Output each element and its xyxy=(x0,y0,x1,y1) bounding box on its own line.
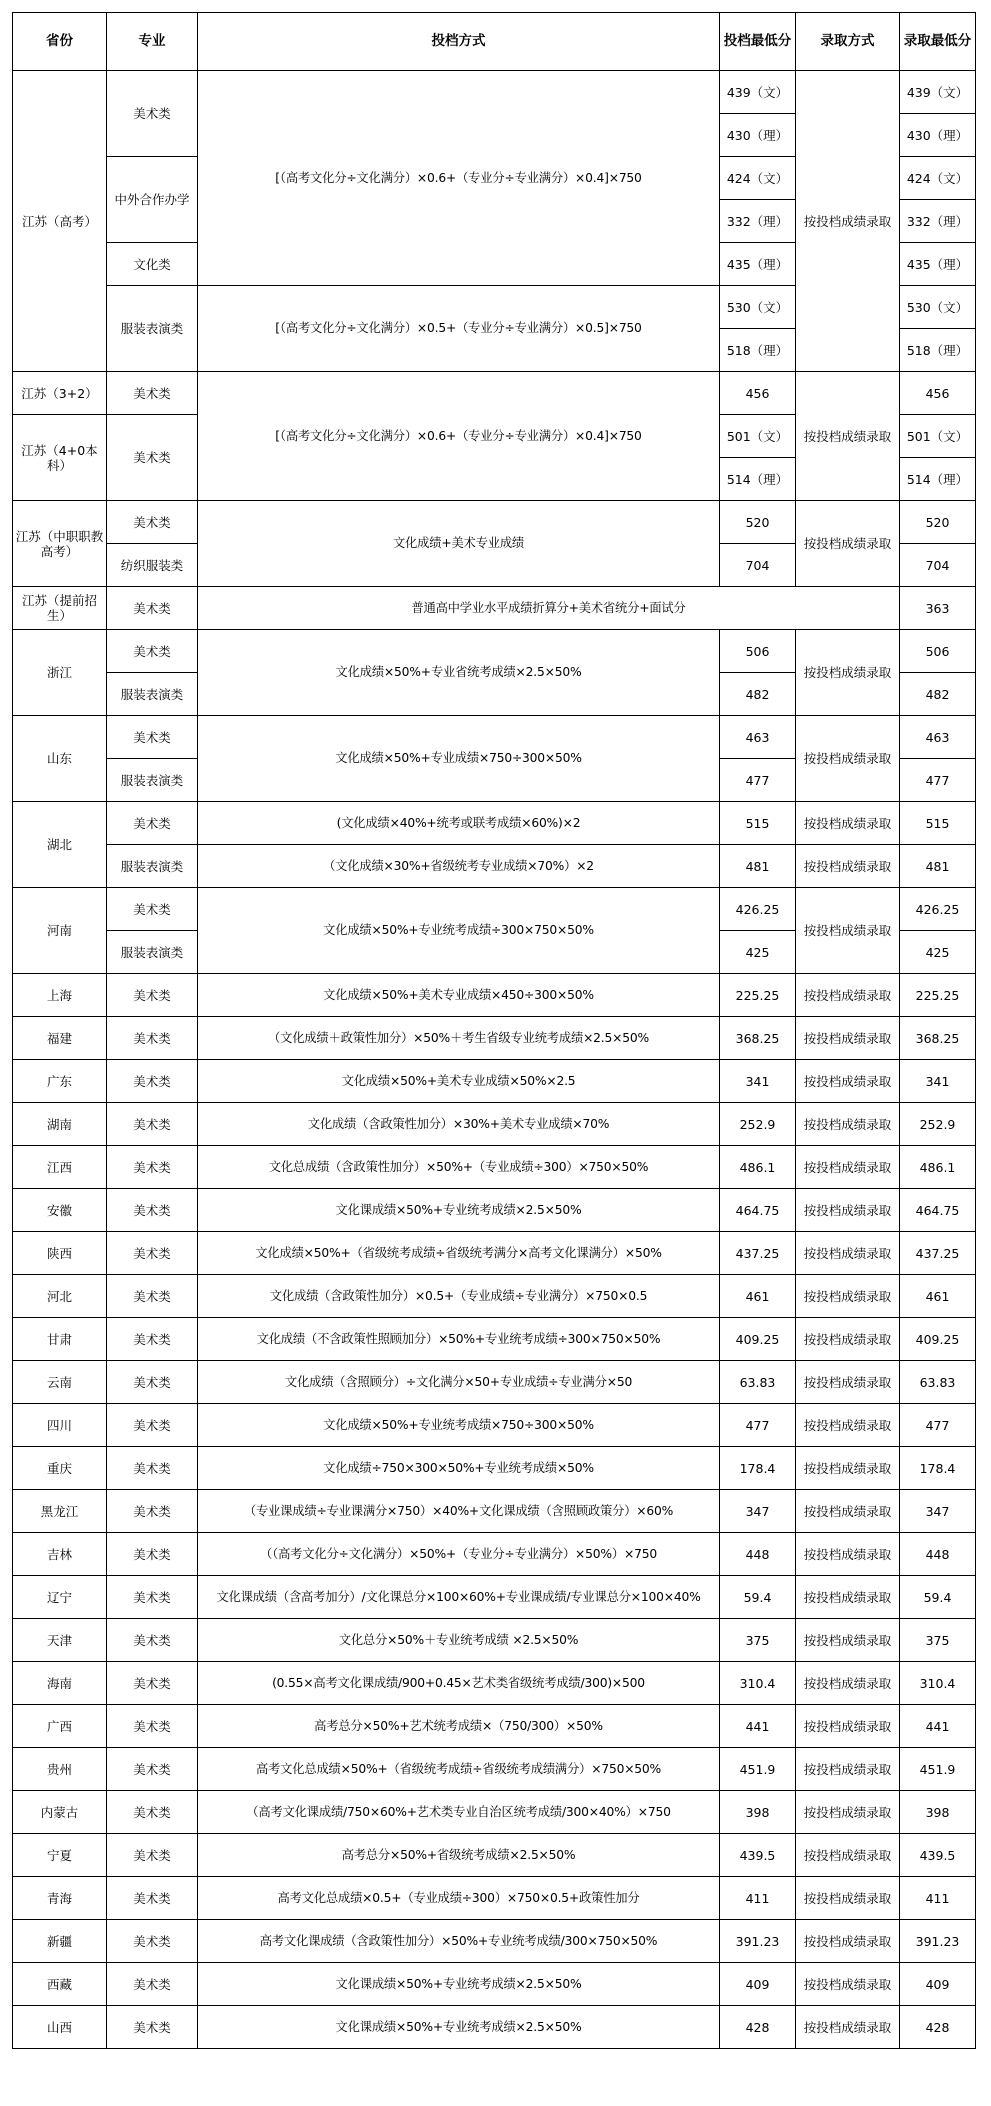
cell-admit-method: 按投档成绩录取 xyxy=(796,1834,900,1877)
cell-major: 美术类 xyxy=(107,1232,198,1275)
table-row xyxy=(13,716,976,759)
cell-min-score: 464.75 xyxy=(720,1189,796,1232)
cell-admit-min: 439（文） xyxy=(900,71,976,114)
table-row xyxy=(13,1361,976,1404)
table-row xyxy=(13,802,976,845)
cell-method: [（高考文化分÷文化满分）×0.6+（专业分÷专业满分）×0.4]×750 xyxy=(198,71,720,286)
cell-admit-min: 439.5 xyxy=(900,1834,976,1877)
cell-major: 美术类 xyxy=(107,1318,198,1361)
cell-min-score: 437.25 xyxy=(720,1232,796,1275)
cell-min-score: 310.4 xyxy=(720,1662,796,1705)
cell-province: 湖北 xyxy=(13,802,107,888)
cell-province: 浙江 xyxy=(13,630,107,716)
cell-min-score: 409 xyxy=(720,1963,796,2006)
cell-admit-method: 按投档成绩录取 xyxy=(796,1103,900,1146)
table-row xyxy=(13,1533,976,1576)
cell-admit-min: 409 xyxy=(900,1963,976,2006)
cell-method: 高考文化总成绩×50%+（省级统考成绩÷省级统考成绩满分）×750×50% xyxy=(198,1748,720,1791)
cell-province: 海南 xyxy=(13,1662,107,1705)
cell-method: (文化成绩×40%+统考或联考成绩×60%)×2 xyxy=(198,802,720,845)
cell-admit-min: 464.75 xyxy=(900,1189,976,1232)
cell-min-score: 477 xyxy=(720,759,796,802)
cell-major: 美术类 xyxy=(107,1060,198,1103)
cell-admit-min: 424（文） xyxy=(900,157,976,200)
table-row xyxy=(13,1963,976,2006)
cell-admit-method: 按投档成绩录取 xyxy=(796,2006,900,2049)
table-row xyxy=(13,1705,976,1748)
header-major: 专业 xyxy=(107,13,198,71)
cell-admit-min: 518（理） xyxy=(900,329,976,372)
cell-admit-min: 347 xyxy=(900,1490,976,1533)
cell-min-score: 506 xyxy=(720,630,796,673)
table-row xyxy=(13,1748,976,1791)
table-row xyxy=(13,1920,976,1963)
cell-major: 美术类 xyxy=(107,1146,198,1189)
cell-province: 河北 xyxy=(13,1275,107,1318)
cell-min-score: 424（文） xyxy=(720,157,796,200)
cell-method: （（高考文化分÷文化满分）×50%+（专业分÷专业满分）×50%）×750 xyxy=(198,1533,720,1576)
cell-min-score: 368.25 xyxy=(720,1017,796,1060)
cell-admit-method: 按投档成绩录取 xyxy=(796,1705,900,1748)
cell-admit-min: 441 xyxy=(900,1705,976,1748)
cell-admit-min: 398 xyxy=(900,1791,976,1834)
table-row xyxy=(13,1619,976,1662)
cell-min-score: 435（理） xyxy=(720,243,796,286)
cell-admit-method: 按投档成绩录取 xyxy=(796,71,900,372)
table-row xyxy=(13,1404,976,1447)
cell-min-score: 461 xyxy=(720,1275,796,1318)
cell-admit-min: 515 xyxy=(900,802,976,845)
cell-province: 陕西 xyxy=(13,1232,107,1275)
cell-major: 美术类 xyxy=(107,1189,198,1232)
cell-admit-min: 704 xyxy=(900,544,976,587)
cell-admit-min: 435（理） xyxy=(900,243,976,286)
cell-admit-min: 411 xyxy=(900,1877,976,1920)
cell-method: 文化课成绩×50%+专业统考成绩×2.5×50% xyxy=(198,1189,720,1232)
table-header-row xyxy=(13,13,976,71)
cell-min-score: 501（文） xyxy=(720,415,796,458)
cell-admit-min: 451.9 xyxy=(900,1748,976,1791)
cell-major: 美术类 xyxy=(107,1877,198,1920)
cell-admit-min: 514（理） xyxy=(900,458,976,501)
cell-admit-min: 225.25 xyxy=(900,974,976,1017)
cell-admit-min: 463 xyxy=(900,716,976,759)
cell-method: 文化成绩×50%+美术专业成绩×50%×2.5 xyxy=(198,1060,720,1103)
cell-admit-method: 按投档成绩录取 xyxy=(796,1447,900,1490)
cell-major: 美术类 xyxy=(107,1533,198,1576)
cell-admit-method: 按投档成绩录取 xyxy=(796,888,900,974)
header-admit-min: 录取最低分 xyxy=(900,13,976,71)
table-row xyxy=(13,1877,976,1920)
cell-min-score: 398 xyxy=(720,1791,796,1834)
table-row xyxy=(13,630,976,673)
cell-min-score: 441 xyxy=(720,1705,796,1748)
cell-province: 甘肃 xyxy=(13,1318,107,1361)
cell-admit-min: 481 xyxy=(900,845,976,888)
cell-major: 美术类 xyxy=(107,2006,198,2049)
table-row xyxy=(13,1447,976,1490)
cell-min-score: 477 xyxy=(720,1404,796,1447)
cell-admit-method: 按投档成绩录取 xyxy=(796,1533,900,1576)
cell-min-score: 514（理） xyxy=(720,458,796,501)
cell-province: 山东 xyxy=(13,716,107,802)
cell-admit-min: 178.4 xyxy=(900,1447,976,1490)
cell-min-score: 439（文） xyxy=(720,71,796,114)
cell-min-score: 347 xyxy=(720,1490,796,1533)
cell-province: 河南 xyxy=(13,888,107,974)
cell-major: 美术类 xyxy=(107,1834,198,1877)
cell-admit-method: 按投档成绩录取 xyxy=(796,1275,900,1318)
cell-province: 福建 xyxy=(13,1017,107,1060)
cell-admit-min: 482 xyxy=(900,673,976,716)
cell-admit-min: 448 xyxy=(900,1533,976,1576)
cell-method: 高考文化总成绩×0.5+（专业成绩÷300）×750×0.5+政策性加分 xyxy=(198,1877,720,1920)
cell-min-score: 704 xyxy=(720,544,796,587)
cell-min-score: 341 xyxy=(720,1060,796,1103)
cell-method: 文化总分×50%＋专业统考成绩 ×2.5×50% xyxy=(198,1619,720,1662)
cell-method: 文化成绩÷750×300×50%+专业统考成绩×50% xyxy=(198,1447,720,1490)
cell-major: 美术类 xyxy=(107,1447,198,1490)
cell-major: 美术类 xyxy=(107,415,198,501)
cell-min-score: 530（文） xyxy=(720,286,796,329)
cell-admit-method: 按投档成绩录取 xyxy=(796,1963,900,2006)
cell-min-score: 332（理） xyxy=(720,200,796,243)
cell-province: 西藏 xyxy=(13,1963,107,2006)
cell-major: 美术类 xyxy=(107,1361,198,1404)
cell-province: 宁夏 xyxy=(13,1834,107,1877)
cell-method: 高考文化课成绩（含政策性加分）×50%+专业统考成绩/300×750×50% xyxy=(198,1920,720,1963)
cell-province: 广东 xyxy=(13,1060,107,1103)
cell-min-score: 375 xyxy=(720,1619,796,1662)
cell-method: 文化课成绩×50%+专业统考成绩×2.5×50% xyxy=(198,2006,720,2049)
cell-major: 美术类 xyxy=(107,974,198,1017)
cell-admit-method: 按投档成绩录取 xyxy=(796,501,900,587)
cell-major: 美术类 xyxy=(107,372,198,415)
cell-min-score: 428 xyxy=(720,2006,796,2049)
cell-method: 文化成绩（含政策性加分）×30%+美术专业成绩×70% xyxy=(198,1103,720,1146)
cell-min-score: 486.1 xyxy=(720,1146,796,1189)
cell-method: 文化成绩（含照顾分）÷文化满分×50+专业成绩÷专业满分×50 xyxy=(198,1361,720,1404)
cell-admit-method: 按投档成绩录取 xyxy=(796,802,900,845)
cell-major: 美术类 xyxy=(107,1103,198,1146)
cell-min-score: 448 xyxy=(720,1533,796,1576)
cell-method: 高考总分×50%+省级统考成绩×2.5×50% xyxy=(198,1834,720,1877)
cell-province: 黑龙江 xyxy=(13,1490,107,1533)
cell-method: 高考总分×50%+艺术统考成绩×（750/300）×50% xyxy=(198,1705,720,1748)
cell-method: 文化成绩（含政策性加分）×0.5+（专业成绩÷专业满分）×750×0.5 xyxy=(198,1275,720,1318)
cell-admit-method: 按投档成绩录取 xyxy=(796,1361,900,1404)
cell-admit-min: 477 xyxy=(900,1404,976,1447)
header-admit-method: 录取方式 xyxy=(796,13,900,71)
header-min-score: 投档最低分 xyxy=(720,13,796,71)
cell-min-score: 451.9 xyxy=(720,1748,796,1791)
cell-admit-min: 461 xyxy=(900,1275,976,1318)
cell-province: 吉林 xyxy=(13,1533,107,1576)
cell-major: 中外合作办学 xyxy=(107,157,198,243)
cell-province: 贵州 xyxy=(13,1748,107,1791)
cell-major: 美术类 xyxy=(107,716,198,759)
cell-method: 文化成绩（不含政策性照顾加分）×50%+专业统考成绩÷300×750×50% xyxy=(198,1318,720,1361)
cell-admit-min: 426.25 xyxy=(900,888,976,931)
cell-admit-method: 按投档成绩录取 xyxy=(796,1576,900,1619)
cell-admit-min: 456 xyxy=(900,372,976,415)
cell-province: 江苏（高考） xyxy=(13,71,107,372)
table-row xyxy=(13,1232,976,1275)
cell-method: 文化成绩×50%+专业统考成绩×750÷300×50% xyxy=(198,1404,720,1447)
cell-min-score: 425 xyxy=(720,931,796,974)
cell-method: (0.55×高考文化课成绩/900+0.45×艺术类省级统考成绩/300)×500 xyxy=(198,1662,720,1705)
cell-admit-min: 341 xyxy=(900,1060,976,1103)
table-row xyxy=(13,1318,976,1361)
cell-admit-min: 63.83 xyxy=(900,1361,976,1404)
cell-admit-method: 按投档成绩录取 xyxy=(796,1748,900,1791)
cell-admit-min: 310.4 xyxy=(900,1662,976,1705)
cell-admit-min: 506 xyxy=(900,630,976,673)
table-row xyxy=(13,1017,976,1060)
cell-min-score: 463 xyxy=(720,716,796,759)
cell-admit-min: 425 xyxy=(900,931,976,974)
cell-major: 美术类 xyxy=(107,1920,198,1963)
cell-province: 内蒙古 xyxy=(13,1791,107,1834)
cell-major: 文化类 xyxy=(107,243,198,286)
cell-admit-min: 520 xyxy=(900,501,976,544)
cell-min-score: 518（理） xyxy=(720,329,796,372)
cell-method: [（高考文化分÷文化满分）×0.6+（专业分÷专业满分）×0.4]×750 xyxy=(198,372,720,501)
cell-admit-method: 按投档成绩录取 xyxy=(796,1017,900,1060)
cell-admit-min: 477 xyxy=(900,759,976,802)
cell-major: 美术类 xyxy=(107,501,198,544)
table-row xyxy=(13,888,976,931)
cell-method: （专业课成绩÷专业课满分×750）×40%+文化课成绩（含照顾政策分）×60% xyxy=(198,1490,720,1533)
cell-admit-min: 501（文） xyxy=(900,415,976,458)
cell-admit-method: 按投档成绩录取 xyxy=(796,1791,900,1834)
cell-province: 山西 xyxy=(13,2006,107,2049)
cell-admit-method: 按投档成绩录取 xyxy=(796,716,900,802)
cell-major: 美术类 xyxy=(107,1490,198,1533)
cell-method: [（高考文化分÷文化满分）×0.5+（专业分÷专业满分）×0.5]×750 xyxy=(198,286,720,372)
cell-admit-min: 530（文） xyxy=(900,286,976,329)
table-row xyxy=(13,1490,976,1533)
cell-method: 文化成绩×50%+（省级统考成绩÷省级统考满分×高考文化课满分）×50% xyxy=(198,1232,720,1275)
cell-min-score: 252.9 xyxy=(720,1103,796,1146)
table-row xyxy=(13,1060,976,1103)
table-row xyxy=(13,1662,976,1705)
cell-method: （文化成绩＋政策性加分）×50%＋考生省级专业统考成绩×2.5×50% xyxy=(198,1017,720,1060)
cell-admit-min: 409.25 xyxy=(900,1318,976,1361)
cell-province: 四川 xyxy=(13,1404,107,1447)
cell-min-score: 439.5 xyxy=(720,1834,796,1877)
cell-method: 文化总成绩（含政策性加分）×50%+（专业成绩÷300）×750×50% xyxy=(198,1146,720,1189)
table-row xyxy=(13,1146,976,1189)
cell-method: 文化成绩×50%+专业省统考成绩×2.5×50% xyxy=(198,630,720,716)
table-row xyxy=(13,1576,976,1619)
cell-method: 文化课成绩×50%+专业统考成绩×2.5×50% xyxy=(198,1963,720,2006)
cell-admit-method: 按投档成绩录取 xyxy=(796,1877,900,1920)
cell-major: 服装表演类 xyxy=(107,845,198,888)
cell-major: 纺织服装类 xyxy=(107,544,198,587)
cell-province: 湖南 xyxy=(13,1103,107,1146)
cell-admit-method: 按投档成绩录取 xyxy=(796,1662,900,1705)
cell-method: 文化成绩×50%+专业统考成绩÷300×750×50% xyxy=(198,888,720,974)
cell-major: 服装表演类 xyxy=(107,931,198,974)
table-row xyxy=(13,1103,976,1146)
cell-admit-method: 按投档成绩录取 xyxy=(796,845,900,888)
table-row xyxy=(13,372,976,415)
cell-major: 美术类 xyxy=(107,1705,198,1748)
cell-province: 江苏（3+2） xyxy=(13,372,107,415)
cell-admit-method: 按投档成绩录取 xyxy=(796,1060,900,1103)
cell-admit-method: 按投档成绩录取 xyxy=(796,1318,900,1361)
table-row xyxy=(13,1189,976,1232)
cell-province: 江苏（中职职教高考） xyxy=(13,501,107,587)
cell-admit-min: 391.23 xyxy=(900,1920,976,1963)
cell-major: 美术类 xyxy=(107,1619,198,1662)
cell-major: 美术类 xyxy=(107,888,198,931)
cell-admit-method: 按投档成绩录取 xyxy=(796,1232,900,1275)
cell-admit-method: 按投档成绩录取 xyxy=(796,1146,900,1189)
cell-province: 江苏（提前招生） xyxy=(13,587,107,630)
cell-major: 服装表演类 xyxy=(107,286,198,372)
cell-major: 服装表演类 xyxy=(107,759,198,802)
cell-province: 重庆 xyxy=(13,1447,107,1490)
cell-min-score: 520 xyxy=(720,501,796,544)
cell-method: （文化成绩×30%+省级统考专业成绩×70%）×2 xyxy=(198,845,720,888)
cell-province: 云南 xyxy=(13,1361,107,1404)
table-row xyxy=(13,1791,976,1834)
cell-admit-method: 按投档成绩录取 xyxy=(796,1404,900,1447)
cell-min-score: 430（理） xyxy=(720,114,796,157)
cell-admit-min: 332（理） xyxy=(900,200,976,243)
cell-min-score: 456 xyxy=(720,372,796,415)
cell-admit-method: 按投档成绩录取 xyxy=(796,1619,900,1662)
table-row xyxy=(13,1834,976,1877)
cell-method: （高考文化课成绩/750×60%+艺术类专业自治区统考成绩/300×40%）×750 xyxy=(198,1791,720,1834)
cell-min-score: 481 xyxy=(720,845,796,888)
cell-admit-method: 按投档成绩录取 xyxy=(796,974,900,1017)
header-method: 投档方式 xyxy=(198,13,720,71)
cell-major: 服装表演类 xyxy=(107,673,198,716)
cell-admit-min: 437.25 xyxy=(900,1232,976,1275)
cell-province: 江苏（4+0本科） xyxy=(13,415,107,501)
cell-major: 美术类 xyxy=(107,1791,198,1834)
cell-method: 文化课成绩（含高考加分）/文化课总分×100×60%+专业课成绩/专业课总分×100×40% xyxy=(198,1576,720,1619)
cell-major: 美术类 xyxy=(107,1748,198,1791)
cell-min-score: 178.4 xyxy=(720,1447,796,1490)
cell-method: 普通高中学业水平成绩折算分+美术省统分+面试分 xyxy=(198,587,900,630)
header-province: 省份 xyxy=(13,13,107,71)
cell-admit-method: 按投档成绩录取 xyxy=(796,1490,900,1533)
cell-province: 天津 xyxy=(13,1619,107,1662)
cell-province: 江西 xyxy=(13,1146,107,1189)
cell-major: 美术类 xyxy=(107,71,198,157)
cell-method: 文化成绩+美术专业成绩 xyxy=(198,501,720,587)
cell-admit-method: 按投档成绩录取 xyxy=(796,372,900,501)
cell-admit-min: 428 xyxy=(900,2006,976,2049)
cell-province: 安徽 xyxy=(13,1189,107,1232)
table-row xyxy=(13,845,976,888)
cell-major: 美术类 xyxy=(107,587,198,630)
cell-min-score: 59.4 xyxy=(720,1576,796,1619)
cell-province: 辽宁 xyxy=(13,1576,107,1619)
cell-province: 上海 xyxy=(13,974,107,1017)
cell-min-score: 225.25 xyxy=(720,974,796,1017)
table-row xyxy=(13,2006,976,2049)
cell-admit-method: 按投档成绩录取 xyxy=(796,1189,900,1232)
table-row xyxy=(13,1275,976,1318)
cell-admit-min: 363 xyxy=(900,587,976,630)
cell-province: 青海 xyxy=(13,1877,107,1920)
cell-province: 新疆 xyxy=(13,1920,107,1963)
cell-admit-min: 430（理） xyxy=(900,114,976,157)
cell-major: 美术类 xyxy=(107,1017,198,1060)
cell-admit-method: 按投档成绩录取 xyxy=(796,630,900,716)
table-row xyxy=(13,974,976,1017)
cell-min-score: 391.23 xyxy=(720,1920,796,1963)
cell-admit-min: 368.25 xyxy=(900,1017,976,1060)
cell-method: 文化成绩×50%+美术专业成绩×450÷300×50% xyxy=(198,974,720,1017)
cell-admit-min: 59.4 xyxy=(900,1576,976,1619)
cell-major: 美术类 xyxy=(107,630,198,673)
table-row xyxy=(13,501,976,544)
cell-min-score: 482 xyxy=(720,673,796,716)
cell-min-score: 515 xyxy=(720,802,796,845)
cell-min-score: 426.25 xyxy=(720,888,796,931)
cell-major: 美术类 xyxy=(107,802,198,845)
table-row xyxy=(13,587,976,630)
cell-admit-min: 486.1 xyxy=(900,1146,976,1189)
cell-min-score: 409.25 xyxy=(720,1318,796,1361)
admission-score-table xyxy=(12,12,976,2049)
cell-major: 美术类 xyxy=(107,1404,198,1447)
cell-admit-method: 按投档成绩录取 xyxy=(796,1920,900,1963)
cell-major: 美术类 xyxy=(107,1275,198,1318)
cell-admit-min: 252.9 xyxy=(900,1103,976,1146)
cell-min-score: 63.83 xyxy=(720,1361,796,1404)
cell-admit-min: 375 xyxy=(900,1619,976,1662)
cell-method: 文化成绩×50%+专业成绩×750÷300×50% xyxy=(198,716,720,802)
cell-major: 美术类 xyxy=(107,1662,198,1705)
cell-min-score: 411 xyxy=(720,1877,796,1920)
cell-major: 美术类 xyxy=(107,1963,198,2006)
cell-province: 广西 xyxy=(13,1705,107,1748)
cell-major: 美术类 xyxy=(107,1576,198,1619)
table-row xyxy=(13,71,976,114)
